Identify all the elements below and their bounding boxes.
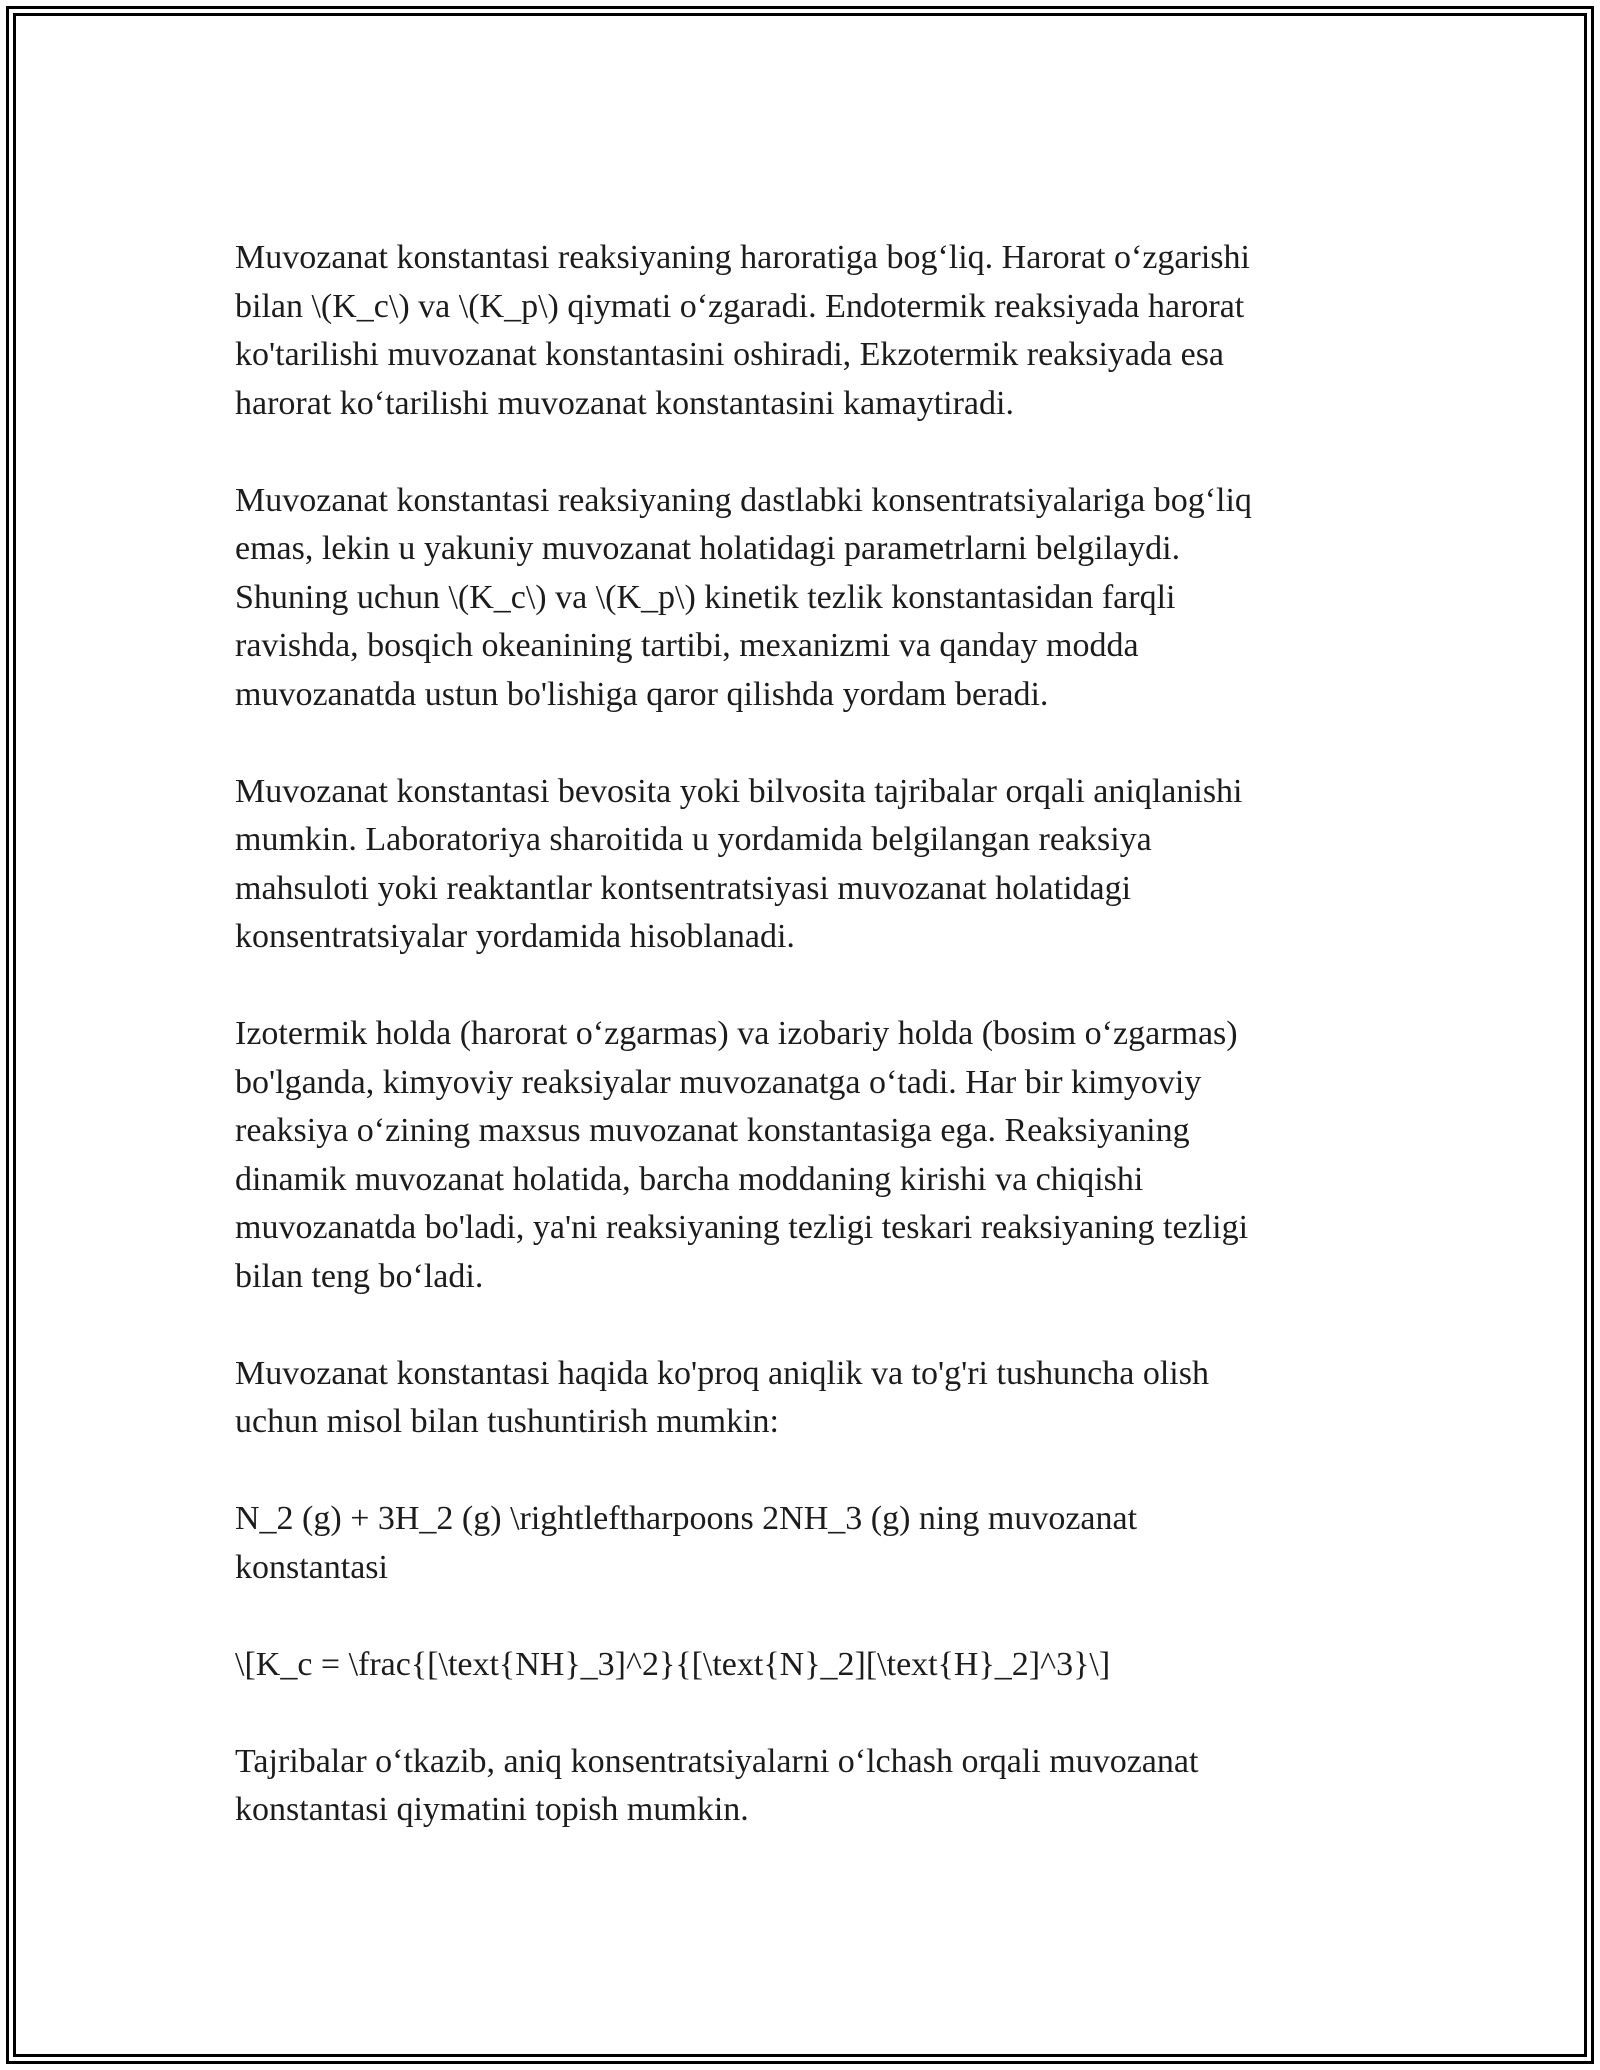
paragraph-reaction-equation: N_2 (g) + 3H_2 (g) \rightleftharpoons 2NH_3 (g) ning muvozanat konstantasi [235,1500,1138,1586]
paragraph-conclusion: Tajribalar o‘tkazib, aniq konsentratsiyalarni o‘lchash orqali muvozanat konstantasi qiymatini topish mumkin. [235,1742,1199,1828]
paragraph-initial-concentrations: Muvozanat konstantasi reaksiyaning dastlabki konsentratsiyalariga bog‘liq emas, lekin u yakuniy muvozanat holatidagi parametrlarni belgilaydi. Shuning uchun \(K_c\) va \(K_p\) kinetik tezlik konstantasidan farqli ravishda, bosqich okeanining tartibi, mexanizmi va qanday modda muvozanatda ustun bo'lishiga qaror qilishda yordam beradi. [235,481,1252,713]
document-body [235,234,1385,1835]
paragraph-experimental-determination: Muvozanat konstantasi bevosita yoki bilvosita tajribalar orqali aniqlanishi mumkin. Laboratoriya sharoitida u yordamida belgilangan reaksiya mahsuloti yoki reaktantlar kontsentratsiyasi muvozanat holatidagi konsentratsiyalar yordamida hisoblanadi. [235,772,1243,955]
paragraph-temperature-dependence: Muvozanat konstantasi reaksiyaning haroratiga bog‘liq. Harorat o‘zgarishi bilan \(K_c\) va \(K_p\) qiymati o‘zgaradi. Endotermik reaksiyada harorat ko'tarilishi muvozanat konstantasini oshiradi, Ekzotermik reaksiyada esa harorat ko‘tarilishi muvozanat konstantasini kamaytiradi. [235,239,1250,422]
paragraph-isothermal-isobaric: Izotermik holda (harorat o‘zgarmas) va izobariy holda (bosim o‘zgarmas) bo'lganda, kimyoviy reaksiyalar muvozanatga o‘tadi. Har bir kimyoviy reaksiya o‘zining maxsus muvozanat konstantasiga ega. Reaksiyaning dinamik muvozanat holatida, barcha moddaning kirishi va chiqishi muvozanatda bo'ladi, ya'ni reaksiyaning tezligi teskari reaksiyaning tezligi bilan teng bo‘ladi. [235,1015,1249,1295]
paragraph-example-intro: Muvozanat konstantasi haqida ko'proq aniqlik va to'g'ri tushuncha olish uchun misol bilan tushuntirish mumkin: [235,1354,1209,1440]
paragraph-kc-formula: \[K_c = \frac{[\text{NH}_3]^2}{[\text{N}_2][\text{H}_2]^3}\] [235,1645,1111,1683]
